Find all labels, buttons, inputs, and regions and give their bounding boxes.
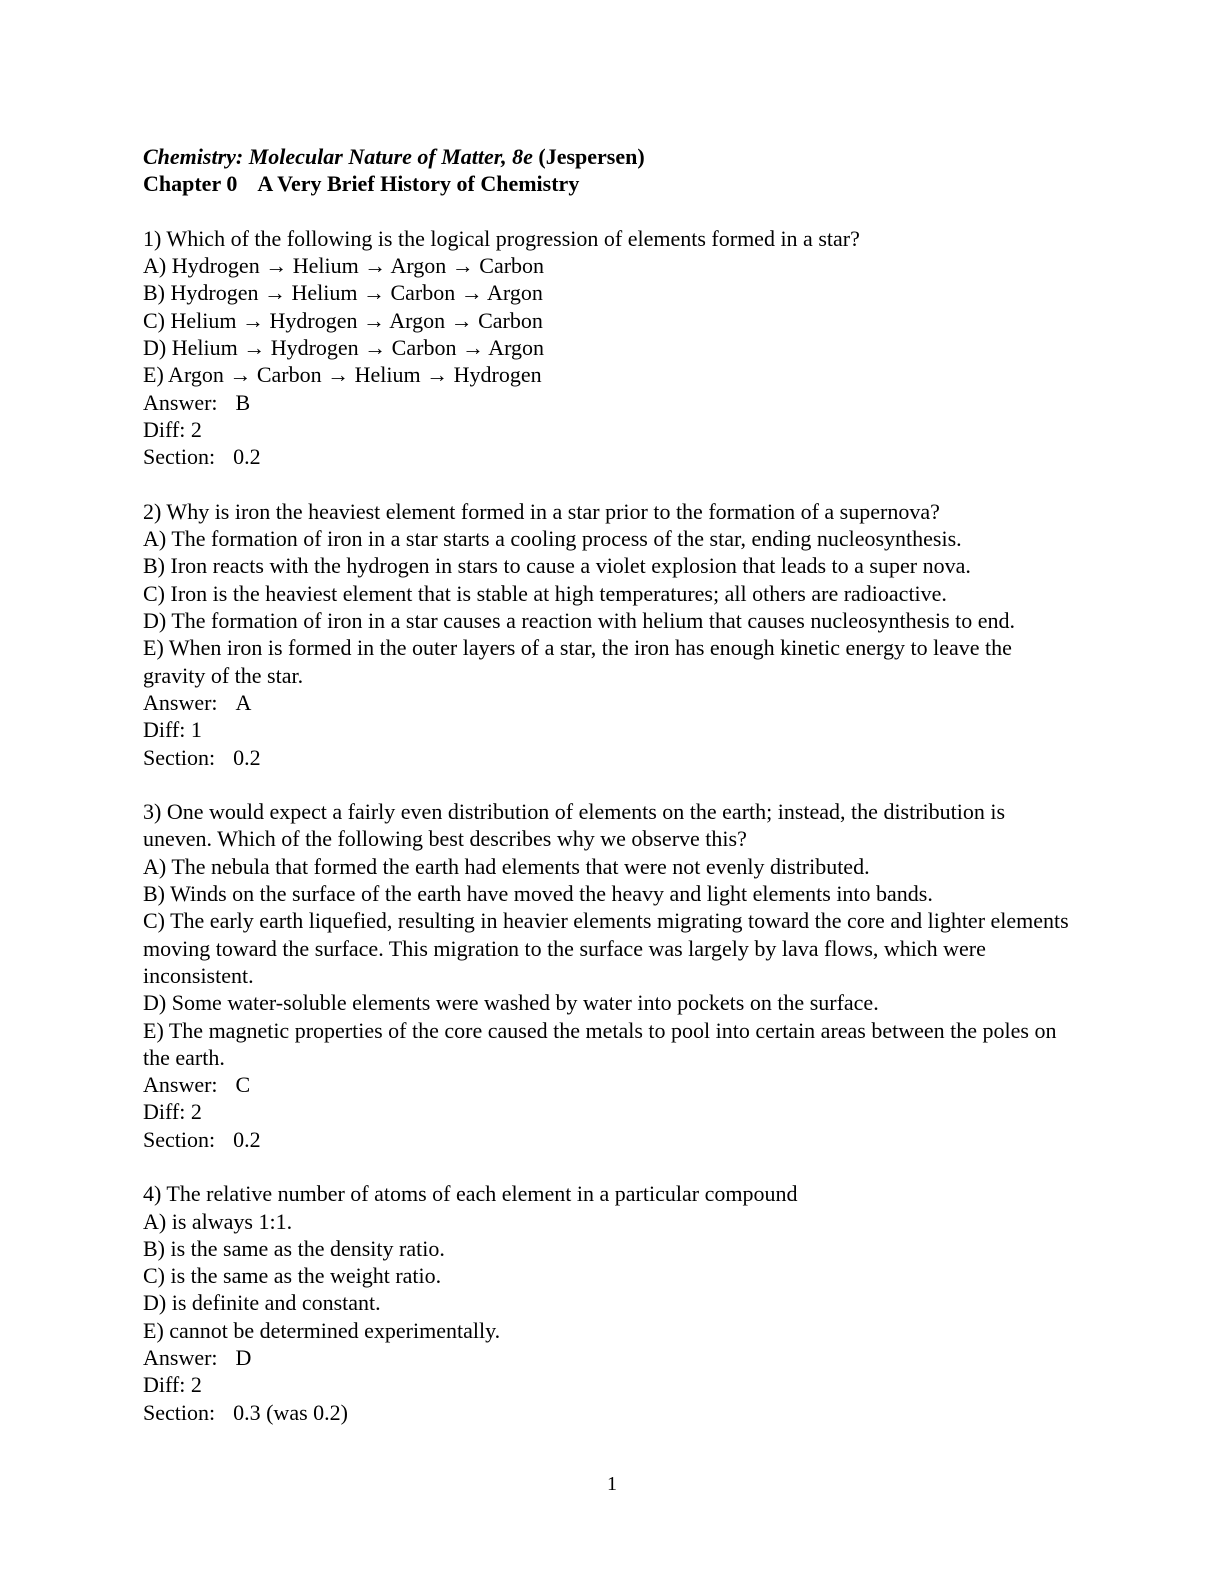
option-a: A) Hydrogen → Helium → Argon → Carbon xyxy=(143,253,545,279)
answer-value: B xyxy=(235,389,251,415)
section-line xyxy=(143,443,1073,470)
question-stem: 1) Which of the following is the logical progression of elements formed in a star? xyxy=(143,225,860,251)
question-1 xyxy=(143,225,1073,471)
option-c: C) The early earth liquefied, resulting in heavier elements migrating toward the core and lighter elements moving toward the surface. This migration to the surface was largely by lava flows, which were inconsistent. xyxy=(143,908,1069,988)
option-c: C) Helium → Hydrogen → Argon → Carbon xyxy=(143,307,543,333)
option-e: E) The magnetic properties of the core caused the metals to pool into certain areas between the poles on the earth. xyxy=(143,1017,1057,1070)
answer-line xyxy=(143,389,1073,416)
answer-line xyxy=(143,1344,1073,1371)
section-line xyxy=(143,1399,1073,1426)
difficulty-line: Diff: 2 xyxy=(143,1099,202,1125)
option-d: D) The formation of iron in a star causes a reaction with helium that causes nucleosynthesis to end. xyxy=(143,608,1016,634)
option-a: A) is always 1:1. xyxy=(143,1208,293,1234)
answer-value: A xyxy=(235,689,252,715)
difficulty-line: Diff: 1 xyxy=(143,717,202,743)
section-label: Section: xyxy=(143,1126,216,1152)
option-e: E) When iron is formed in the outer layers of a star, the iron has enough kinetic energy to leave the gravity of the star. xyxy=(143,635,1012,688)
option-c: C) Iron is the heaviest element that is stable at high temperatures; all others are radioactive. xyxy=(143,580,947,606)
answer-line xyxy=(143,1071,1073,1098)
book-author: (Jespersen) xyxy=(538,144,645,169)
option-b: B) Iron reacts with the hydrogen in stars to cause a violet explosion that leads to a super nova. xyxy=(143,553,971,579)
section-value: 0.2 xyxy=(233,744,261,770)
answer-line xyxy=(143,689,1073,716)
book-title-line xyxy=(143,143,1073,170)
chapter-label: Chapter 0 xyxy=(143,171,238,197)
answer-label: Answer: xyxy=(143,689,218,715)
section-line xyxy=(143,1126,1073,1153)
option-b: B) Winds on the surface of the earth have moved the heavy and light elements into bands. xyxy=(143,881,933,907)
section-value: 0.2 xyxy=(233,1126,261,1152)
section-line xyxy=(143,744,1073,771)
option-e: E) Argon → Carbon → Helium → Hydrogen xyxy=(143,362,542,388)
answer-value: D xyxy=(235,1345,252,1371)
question-stem: 2) Why is iron the heaviest element formed in a star prior to the formation of a supernova? xyxy=(143,498,940,524)
option-a: A) The formation of iron in a star starts a cooling process of the star, ending nucleosynthesis. xyxy=(143,526,962,552)
answer-label: Answer: xyxy=(143,1072,218,1098)
chapter-title: A Very Brief History of Chemistry xyxy=(257,171,580,197)
answer-value: C xyxy=(235,1072,251,1098)
question-3 xyxy=(143,798,1073,1153)
section-value: 0.3 (was 0.2) xyxy=(233,1399,348,1425)
document-page xyxy=(143,143,1073,1426)
section-label: Section: xyxy=(143,444,216,470)
option-d: D) Helium → Hydrogen → Carbon → Argon xyxy=(143,335,545,361)
book-title: Chemistry: Molecular Nature of Matter, 8e xyxy=(143,144,533,169)
difficulty-line: Diff: 2 xyxy=(143,1372,202,1398)
section-label: Section: xyxy=(143,744,216,770)
answer-label: Answer: xyxy=(143,389,218,415)
option-e: E) cannot be determined experimentally. xyxy=(143,1317,501,1343)
question-stem: 4) The relative number of atoms of each element in a particular compound xyxy=(143,1181,798,1207)
section-value: 0.2 xyxy=(233,444,261,470)
question-stem: 3) One would expect a fairly even distribution of elements on the earth; instead, the distribution is uneven. Which of the following best describes why we observe this? xyxy=(143,799,1006,852)
option-b: B) Hydrogen → Helium → Carbon → Argon xyxy=(143,280,543,306)
question-list xyxy=(143,225,1073,1426)
chapter-heading xyxy=(143,170,1073,197)
option-d: D) Some water-soluble elements were washed by water into pockets on the surface. xyxy=(143,990,879,1016)
option-a: A) The nebula that formed the earth had elements that were not evenly distributed. xyxy=(143,853,870,879)
section-label: Section: xyxy=(143,1399,216,1425)
option-c: C) is the same as the weight ratio. xyxy=(143,1263,442,1289)
answer-label: Answer: xyxy=(143,1345,218,1371)
difficulty-line: Diff: 2 xyxy=(143,416,202,442)
question-4 xyxy=(143,1180,1073,1426)
option-b: B) is the same as the density ratio. xyxy=(143,1235,445,1261)
option-d: D) is definite and constant. xyxy=(143,1290,381,1316)
question-2 xyxy=(143,498,1073,771)
page-number: 1 xyxy=(607,1473,617,1495)
